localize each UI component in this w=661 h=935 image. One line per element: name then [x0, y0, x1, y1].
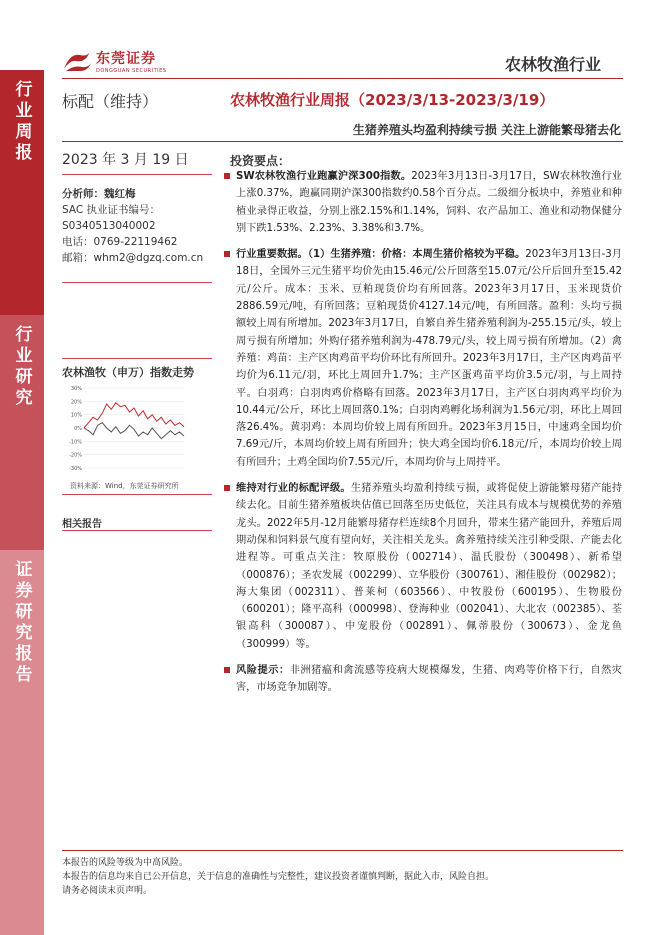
related-reports-title: 相关报告	[62, 519, 102, 530]
sidebar-report-type	[0, 70, 44, 315]
y-tick-label: 0%	[74, 426, 82, 432]
footer-risk-level: 本报告的风险等级为中高风险。	[62, 858, 189, 868]
point-rating	[222, 480, 622, 653]
header-divider	[62, 78, 623, 79]
point-market	[222, 168, 622, 237]
sidebar-doc-type	[0, 550, 44, 935]
sidebar-label: 证券研究报告	[11, 560, 32, 686]
key-points	[222, 168, 622, 706]
report-date: 2023 年 3 月 19 日	[62, 152, 189, 168]
point-data	[222, 246, 622, 471]
sidebar-label: 行业研究	[11, 325, 32, 409]
analyst-info	[62, 186, 203, 266]
analyst-email[interactable]: 邮箱：whm2@dgzq.com.cn	[62, 252, 204, 264]
divider	[62, 174, 212, 175]
analyst-cert-no: S0340513040002	[62, 220, 156, 232]
series-hs300-line	[84, 423, 184, 439]
y-tick-label: -10%	[69, 439, 82, 446]
title-divider	[62, 141, 623, 142]
point-text: 2023年3月13日-3月17日，SW农林牧渔行业上涨0.37%，跑赢同期沪深300指数约0.58个百分点。二级细分板块中，养殖业和种植业录得正收益，分别上涨2.15%和1.14%，饲料、农产品加工、渔业和动物保健分别下跌1.53%、2.23%、3.38%和3.7%。	[236, 171, 622, 234]
analyst-cert-label: SAC 执业证书编号：	[62, 204, 161, 216]
point-text: 生猪养殖头均盈利持续亏损，或将促使上游能繁母猪产能持续去化。目前生猪养殖板块估值已回落至历史低位，关注具有成本与规模优势的养殖龙头。2022年5月-12月能繁母猪存栏连续8个月回升，带来生猪产能回升，养殖后周期动保和饲料景气度有望向好，关注相关龙头。禽养殖持续关注引种受限、产能去化进程等。可重点关注：牧原股份（002714）、温氏股份（300498）、新希望（000876）；圣农发展（002299）、立华股份（300761）、湘佳股份（002982）；海大集团（002311）、普莱柯（603566）、中牧股份（600195）、生物股份（600201）；隆平高科（000998）、登海种业（002041）、大北农（002385）、荃银高科（300087）、中宠股份（002891）、佩蒂股份（300673）、金龙鱼（300999）等。	[236, 483, 623, 650]
divider	[62, 358, 212, 359]
y-tick-label: 10%	[70, 412, 82, 419]
point-heading: 维持对行业的标配评级。	[236, 483, 351, 495]
y-tick-label: 20%	[70, 399, 82, 406]
footer-divider	[62, 850, 623, 851]
divider	[62, 530, 212, 531]
divider	[62, 282, 212, 283]
rating: 标配（维持）	[62, 92, 159, 111]
footer	[62, 856, 494, 898]
point-text: 2023年3月13日-3月18日，全国外三元生猪平均价先由15.46元/公斤回落至15.07元/公斤后回升至15.42元/公斤。成本：玉米、豆粕现货价均有所回落。2023年3月17日，玉米现货价2886.59元/吨，有所回落；豆粕现货价4127.14元/吨，有所回落。盈利：头均亏损额较上周有所增加。2023年3月17日，自繁自养生猪养殖利润为-255.15元/头，较上周亏损有所增加；外购仔猪养殖利润为-478.79元/头，较上周亏损有所增加。（2）禽养殖：鸡苗：主产区肉鸡苗平均价环比有所回升。2023年3月17日，主产区肉鸡苗平均价为6.11元/羽，环比上周回升1.7%；主产区蛋鸡苗平均价3.5元/羽，与上周持平。白羽鸡：白羽肉鸡价格略有回落。2023年3月17日，主产区白羽肉鸡平均价为10.44元/公斤，环比上周回落0.1%；白羽肉鸡孵化场利润为1.56元/羽，环比上周回落26.4%。黄羽鸡：本周均价较上周有所回升。2023年3月15日，中速鸡全国均价7.69元/斤，本周均价较上周有所回升；快大鸡全国均价6.18元/斤，本周均价较上周有所回升；土鸡全国均价7.55元/斤，本周均价与上周持平。	[236, 249, 622, 468]
logo-text: 东莞证券	[96, 51, 156, 67]
point-text: 非洲猪瘟和禽流感等疫病大规模爆发，生猪、肉鸡等价格下行，自然灾害，市场竞争加剧等。	[236, 665, 622, 694]
sidebar	[0, 0, 44, 935]
sidebar-category	[0, 315, 44, 550]
chart-title: 农林渔牧（申万）指数走势	[62, 366, 194, 379]
y-tick-label: 30%	[70, 386, 82, 392]
point-heading: 风险提示：	[236, 665, 290, 677]
footer-disclaimer: 本报告的信息均来自已公开信息，关于信息的准确性与完整性，建议投资者谨慎判断，据此入市，风险自担。	[62, 872, 495, 882]
point-risk	[222, 662, 622, 697]
report-subtitle: 生猪养殖头均盈利持续亏损 关注上游能繁母猪去化	[352, 123, 621, 137]
divider	[62, 494, 212, 495]
index-chart	[62, 382, 212, 474]
report-title: 农林牧渔行业周报（2023/3/13-2023/3/19）	[230, 91, 555, 109]
key-points-title: 投资要点：	[230, 154, 291, 168]
industry-label: 农林牧渔行业	[504, 55, 601, 74]
y-tick-label: -20%	[69, 452, 82, 459]
logo-mark-icon	[62, 49, 92, 73]
chart-source: 资料来源：Wind，东莞证券研究所	[70, 482, 179, 490]
y-tick-label: -30%	[69, 466, 82, 472]
logo-subtext: DONGGUAN SECURITIES	[96, 68, 167, 74]
sidebar-label: 行业周报	[11, 80, 32, 164]
analyst-phone: 电话：0769-22119462	[62, 236, 178, 248]
point-heading: SW农林牧渔行业跑赢沪深300指数。	[236, 171, 412, 182]
point-heading: 行业重要数据。（1）生猪养殖：价格：本周生猪价格较为平稳。	[236, 249, 526, 261]
company-logo	[62, 48, 166, 74]
analyst-name: 分析师：魏红梅	[62, 188, 136, 200]
footer-notice: 请务必阅读末页声明。	[62, 886, 153, 896]
